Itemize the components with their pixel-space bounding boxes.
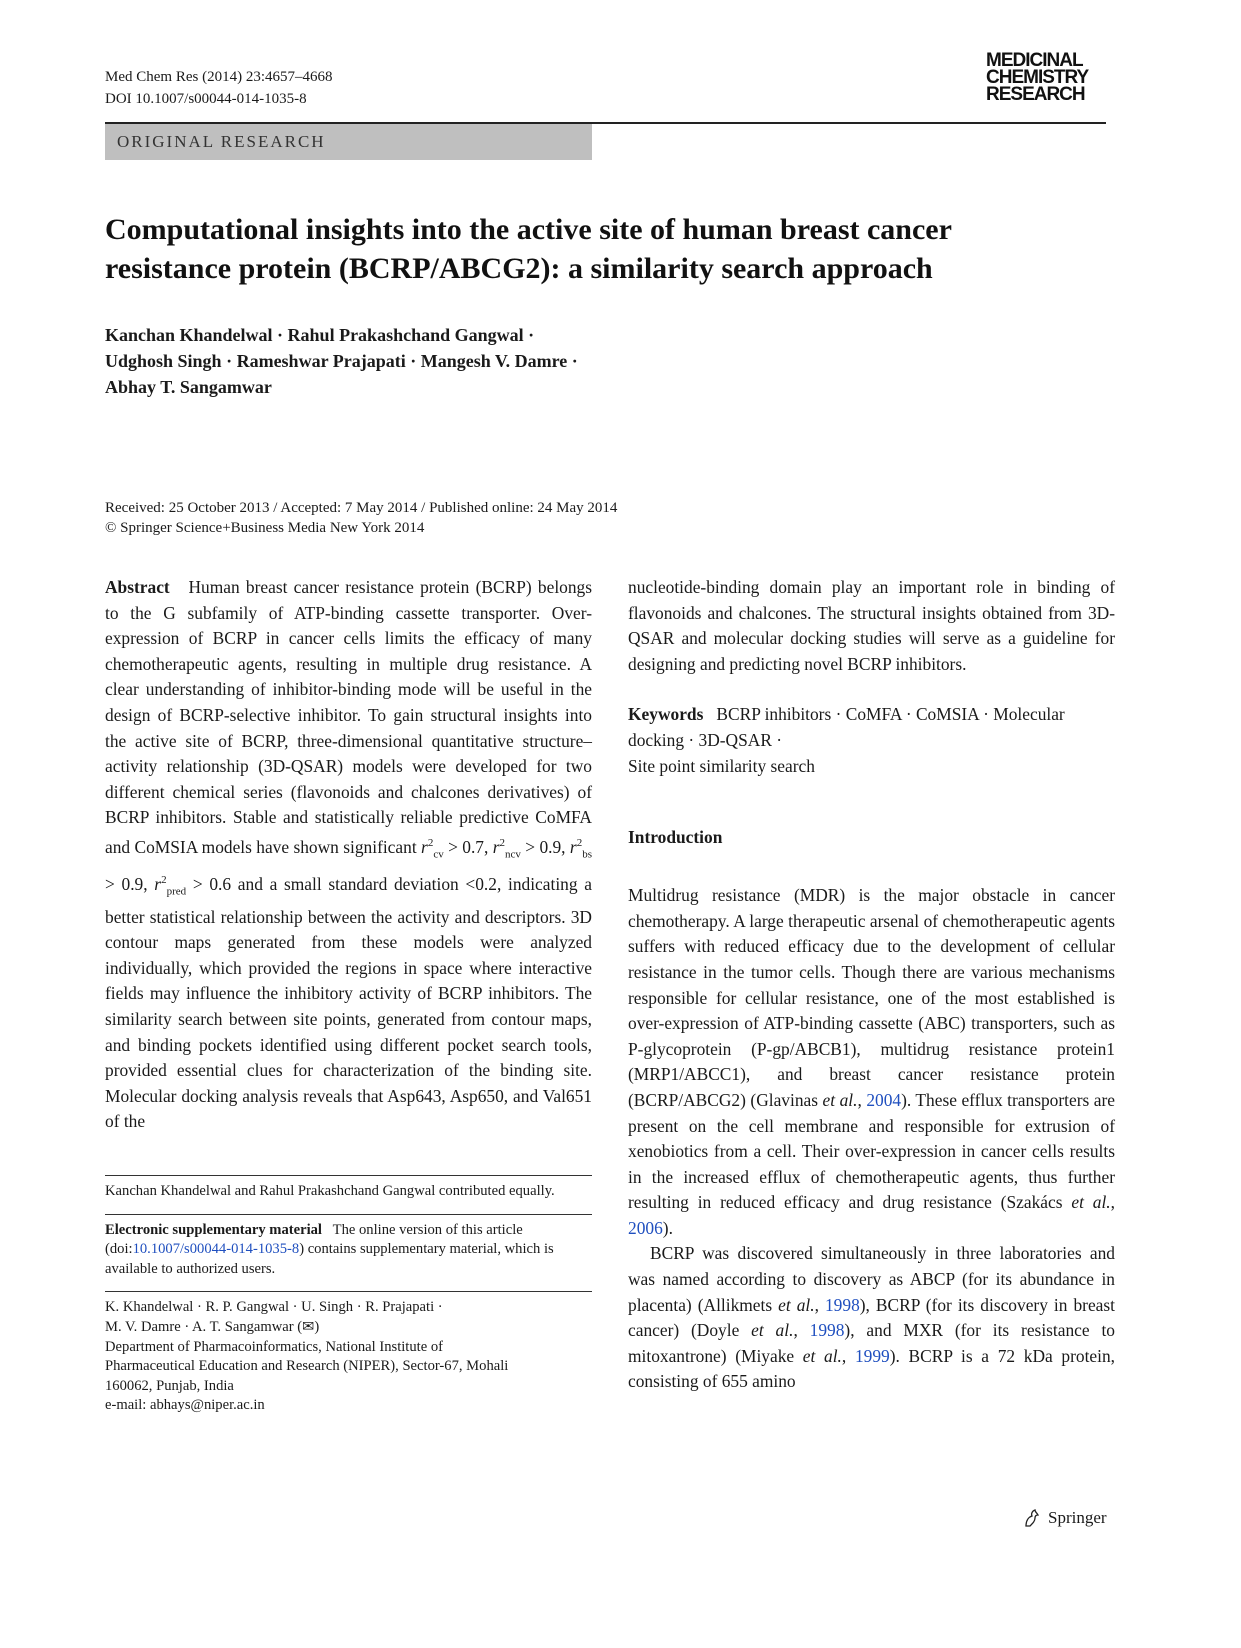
intro-text: BCRP was discovered simultaneously in three laboratories and was named according to discovery as ABCP (for its abundance in placenta) (Allikmets	[628, 1243, 1115, 1315]
citation-link[interactable]: 1998	[809, 1320, 845, 1341]
keywords-text: BCRP inhibitors · CoMFA · CoMSIA · Molecular docking · 3D-QSAR ·	[628, 704, 1065, 750]
keywords-label: Keywords	[628, 704, 704, 725]
copyright-line: © Springer Science+Business Media New York 2014	[105, 520, 425, 536]
article-title	[105, 210, 1105, 288]
abstract-continued: nucleotide-binding domain play an important role in binding of flavonoids and chalcones. The structural insights obtained from 3D-QSAR and molecular docking studies will serve as a guideline for designing and predicting novel BCRP inhibitors.	[628, 577, 1115, 674]
logo-line: RESEARCH	[986, 84, 1085, 105]
publisher-name: Springer	[1048, 1508, 1107, 1527]
et-al: et al.	[802, 1345, 842, 1366]
stat-subscript: pred	[166, 885, 187, 898]
affiliation-names: M. V. Damre · A. T. Sangamwar (✉)	[105, 1318, 320, 1335]
journal-doi: DOI 10.1007/s00044-014-1035-8	[105, 91, 307, 107]
et-al: et al.	[778, 1294, 815, 1315]
esm-note	[105, 1221, 592, 1280]
citation-link[interactable]: 1998	[824, 1294, 860, 1315]
esm-doi-link[interactable]: 10.1007/s00044-014-1035-8	[132, 1241, 300, 1258]
esm-text: ) contains supplementary material, which is available to authorized users.	[105, 1241, 554, 1277]
intro-text: ), BCRP (for its discovery in breast cancer) (Doyle	[628, 1294, 1115, 1341]
esm-text: The online version of this article (doi:	[105, 1221, 523, 1258]
affiliation-block	[105, 1298, 592, 1416]
publisher-mark	[1022, 1508, 1107, 1528]
superscript: 2	[499, 836, 505, 849]
et-al: et al.	[1071, 1192, 1111, 1213]
intro-paragraph-2: BCRP was discovered simultaneously in three laboratories and was named according to discovery as ABCP (for its abundance in placenta) (Allikmets et al., 1998), BCRP (for its discovery in breast cancer) (Doyle et al., 1998), and MXR (for its resistance to mitoxantrone) (Miyake et al., 1999). BCRP is a 72 kDa protein, consisting of 655 amino	[628, 1243, 1116, 1392]
r-symbol: r	[569, 836, 577, 857]
author-list	[105, 322, 705, 400]
abstract-paragraph	[105, 575, 592, 1135]
section-label: ORIGINAL RESEARCH	[117, 132, 326, 151]
history-dates: Received: 25 October 2013 / Accepted: 7 May 2014 / Published online: 24 May 2014	[105, 500, 618, 516]
journal-meta	[105, 66, 332, 110]
intro-text: ), and MXR (for its resistance to mitoxantrone) (Miyake	[628, 1320, 1115, 1366]
affiliation-email: e-mail: abhays@niper.ac.in	[105, 1397, 265, 1414]
intro-text: Multidrug resistance (MDR) is the major obstacle in cancer chemotherapy. A large therapeutic arsenal of chemotherapeutic agents suffers with reduced efficacy due to the development of cellular resistance in the tumor cells. Though there are various mechanisms responsible for cellular resistance, one of the most established is over-expression of ATP-binding cassette (ABC) transporters, such as P-glycoprotein (P-gp/ABCB1), multidrug resistance protein1 (MRP1/ABCC1), and breast cancer resistance protein (BCRP/ABCG2) (Glavinas	[628, 885, 1115, 1110]
superscript: 2	[576, 836, 583, 849]
intro-text: ). BCRP is a 72 kDa protein, consisting of 655 amino	[628, 1345, 1116, 1392]
left-column	[105, 575, 592, 1416]
stat-subscript: bs	[582, 848, 592, 861]
r-symbol: r	[421, 836, 428, 857]
stat-subscript: cv	[433, 848, 444, 861]
footnote-divider	[105, 1291, 592, 1292]
publication-dates	[105, 498, 617, 538]
author-line: Udghosh Singh · Rameshwar Prajapati · Mangesh V. Damre ·	[105, 351, 578, 371]
stat-value: > 0.7,	[448, 836, 489, 857]
logo-line: MEDICINAL	[986, 50, 1083, 71]
citation-link[interactable]: 2006	[628, 1217, 663, 1238]
abstract-label: Abstract	[105, 577, 170, 597]
section-banner	[105, 124, 592, 160]
journal-citation: Med Chem Res (2014) 23:4657–4668	[105, 69, 333, 85]
journal-logo	[986, 52, 1106, 103]
intro-paragraph-1: Multidrug resistance (MDR) is the major obstacle in cancer chemotherapy. A large therapeutic arsenal of chemotherapeutic agents suffers with reduced efficacy due to the development of cellular resistance in the tumor cells. Though there are various mechanisms responsible for cellular resistance, one of the most established is over-expression of ATP-binding cassette (ABC) transporters, such as P-glycoprotein (P-gp/ABCB1), multidrug resistance protein1 (MRP1/ABCC1), and breast cancer resistance protein (BCRP/ABCG2) (Glavinas et al., 2004). These efflux transporters are present on the cell membrane and responsible for extrusion of xenobiotics from a cell. Their over-expression in cancer cells results in the increased efflux of chemotherapeutic agents, thus further resulting in reduced efficacy and drug resistance (Szakács et al., 2006).	[628, 885, 1115, 1238]
springer-horse-icon	[1022, 1508, 1042, 1528]
et-al: et al.	[822, 1089, 858, 1110]
esm-label: Electronic supplementary material	[105, 1221, 322, 1238]
abstract-text-1: Human breast cancer resistance protein (BCRP) belongs to the G subfamily of ATP-binding cassette transporter. Over-expression of BCRP in cancer cells limits the efficacy of many chemotherapeutic agents, resulting in multiple drug resistance. A clear understanding of inhibitor-binding mode will be useful in the design of BCRP-selective inhibitor. To gain structural insights into the active site of BCRP, three-dimensional quantitative structure–activity relationship (3D-QSAR) models were developed for two different chemical series (flavonoids and chalcones derivatives) of BCRP inhibitors. Stable and statistically reliable predictive CoMFA and CoMSIA models have shown significant	[105, 577, 593, 857]
stat-value: > 0.9,	[105, 873, 148, 894]
citation-link[interactable]: 2004	[866, 1089, 902, 1110]
superscript: 2	[161, 873, 167, 886]
keywords-paragraph	[628, 702, 1115, 779]
equal-contribution-note: Kanchan Khandelwal and Rahul Prakashchand Gangwal contributed equally.	[105, 1183, 555, 1199]
title-line: Computational insights into the active site of human breast cancer	[105, 213, 952, 246]
logo-line: CHEMISTRY	[986, 67, 1089, 88]
author-line: Kanchan Khandelwal · Rahul Prakashchand Gangwal ·	[105, 325, 535, 345]
citation-link[interactable]: 1999	[854, 1345, 890, 1366]
keywords-text: Site point similarity search	[628, 755, 815, 776]
et-al: et al.	[751, 1320, 794, 1341]
introduction-heading: Introduction	[628, 827, 723, 848]
superscript: 2	[427, 836, 434, 849]
affiliation-names: K. Khandelwal · R. P. Gangwal · U. Singh · R. Prajapati ·	[105, 1299, 443, 1316]
footnote-divider	[105, 1175, 592, 1176]
abstract-text-2: and a small standard deviation <0.2, indicating a better statistical relationship between the activity and descriptors. 3D contour maps generated from these models were analyzed individually, which provided the regions in space where interactive fields may influence the inhibitory activity of BCRP inhibitors. The similarity search between site points, generated from contour maps, and binding pockets identified using different pocket search tools, provided essential clues for characterization of the binding site. Molecular docking analysis reveals that Asp643, Asp650, and Val651 of the	[105, 873, 592, 1132]
intro-text: ). These efflux transporters are present on the cell membrane and responsible for extrusion of xenobiotics from a cell. Their over-expression in cancer cells results in the increased efflux of chemotherapeutic agents, thus further resulting in reduced efficacy and drug resistance (Szakács	[628, 1089, 1115, 1213]
footnote-divider	[105, 1214, 592, 1215]
stat-value: > 0.6	[192, 873, 232, 894]
stat-subscript: ncv	[505, 848, 521, 861]
r-symbol: r	[154, 873, 162, 894]
author-line: Abhay T. Sangamwar	[105, 377, 272, 397]
title-line: resistance protein (BCRP/ABCG2): a similarity search approach	[105, 252, 933, 285]
r-symbol: r	[492, 836, 500, 857]
affiliation-dept: Department of Pharmacoinformatics, National Institute of Pharmaceutical Education and Research (NIPER), Sector-67, Mohali 160062, Punjab, India	[105, 1338, 509, 1394]
stat-value: > 0.9,	[525, 836, 566, 857]
right-column	[628, 575, 1115, 1395]
